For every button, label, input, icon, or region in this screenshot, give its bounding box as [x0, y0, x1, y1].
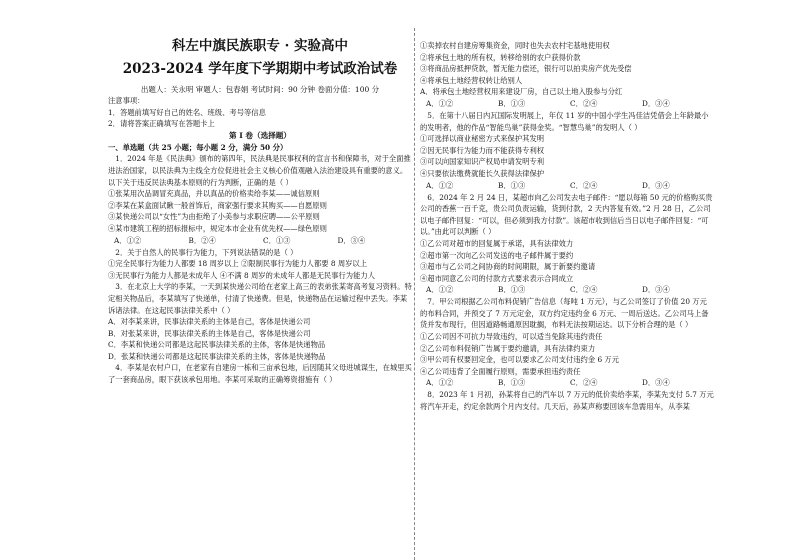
- answer-choice: A．①②: [426, 98, 454, 108]
- answer-choices: [108, 235, 412, 247]
- option-line: ④只要依法缴费就能长久获得法律保护: [420, 168, 545, 178]
- answer-choice: D．③④: [642, 285, 670, 295]
- answer-choice: C．②④: [570, 285, 598, 295]
- option-line: ③可以向国家知识产权局申请发明专利: [420, 157, 545, 167]
- question-stem: 7．甲公司根据乙公司布料促销广告信息（每吨 1 万元），与乙公司签订了价值 20 万元的布料合同，并预交了 7 万元定金，双方约定违约金 6 万元、一周后送达。乙公司马上备货并发布现行，但因道路畅通原因耽搁，布料无法按期运达。以下分析合理的是（ ）: [420, 297, 709, 330]
- option-line: ②乙公司布料促销广告属于要约邀请，具有法律约束力: [420, 343, 596, 353]
- exam-meta: 出题人：关永明 审题人：包春娟 考试时间：90 分钟 卷面分值：100 分: [140, 85, 380, 94]
- answer-choice: B．①③: [498, 285, 526, 295]
- note-item: 2．请将答案正确填写在答题卡上: [108, 119, 215, 129]
- answer-choice: D．③④: [337, 235, 366, 245]
- option-line: ①可选择以商业秘密方式来保护其发明: [420, 134, 545, 144]
- answer-choice: D．③④: [642, 98, 670, 108]
- answer-choice: B．②④: [188, 235, 216, 245]
- school-title: 科左中旗民族职专 · 实验高中: [171, 38, 349, 54]
- answer-choice: C．②④: [570, 180, 598, 190]
- question-stem: 2．关于自然人的民事行为能力，下列说法错误的是（ ）: [115, 247, 298, 257]
- answer-choice: A．①②: [426, 285, 454, 295]
- option-line: ④超市同意乙公司的付款方式要求表示合同成立: [420, 273, 574, 283]
- option-line: ③甲公司有权要回定金，也可以要求乙公司支付违约金 6 万元: [420, 355, 619, 365]
- question-stem: 6．2024 年 2 月 24 日，某超市向乙公司发去电子邮件：“愿以每箱 50 元的价格购买贵公司的香蕉一百千克，贵公司负责运输，货到付款，2 天内答复有效。”2 月 28 日，乙公司以电子邮件回复：“可以，但必须到我方付款”。该超市收到信后当日以电子邮件回复：“可以。”由此可以判断（ ）: [420, 192, 713, 237]
- option-line: ①卖掉农村自建房筹集资金，同时也失去农村宅基地使用权: [420, 41, 610, 50]
- answer-choices: [420, 180, 714, 192]
- section-title: 一、单选题（共 25 小题；每小题 2 分，满分 50 分）: [108, 142, 288, 152]
- left-column: [108, 0, 412, 560]
- left-questions: [108, 153, 412, 385]
- answer-choice: C．②④: [570, 98, 598, 108]
- option-line: A．对李某来讲，民事法律关系的主体是自己，客体是快递公司: [108, 317, 311, 327]
- option-line: ①完全民事行为能力人都要 18 周岁以上 ②限制民事行为能力人都要 8 周岁以上: [108, 259, 368, 269]
- option-line: ②超市第一次向乙公司发送的电子邮件属于要约: [420, 250, 574, 260]
- option-line: B．对张某来讲，民事法律关系的主体是自己，客体是快递公司: [108, 328, 311, 338]
- option-line: ④乙公司违背了全面履行原则，需要承担违约责任: [420, 366, 581, 376]
- option-line: ①乙公司对超市的回复属于承诺，具有法律效力: [420, 238, 574, 248]
- answer-choice: A．①②: [114, 235, 142, 245]
- option-line: ②因无民事行为能力而不能获得专利权: [420, 145, 545, 155]
- right-column: [420, 0, 714, 560]
- answer-choice: D．③④: [642, 378, 670, 388]
- answer-choice: B．①③: [498, 98, 526, 108]
- option-line: ②李某在某盒面试瞅一般首饰后，商家强行要求其购买——自愿原则: [108, 200, 327, 210]
- column-divider: [414, 28, 415, 560]
- option-line: ②将承包土地的所有权，转移给别的农户获得价款: [420, 52, 581, 62]
- answer-choice: D．③④: [642, 180, 670, 190]
- option-line: ③某快递公司以“女性”为由拒绝了小美参与求职应聘——公平原则: [108, 212, 320, 222]
- answer-choice: B．①③: [498, 378, 526, 388]
- question-stem: 1．2024 年是《民法典》颁布的第四年，民法典是民事权利的宣言书和保障书，对于全面推进法治国家，以民法典为主线全方位促进社会主义核心价值观融入法治建设具有重要的意义。以下关于违反民法典基本原则的行为判断，正确的是（ ）: [108, 154, 411, 187]
- answer-choice: C．②④: [570, 378, 598, 388]
- answer-choice: B．①③: [498, 180, 526, 190]
- option-line: C．李某和快递公司都是这起民事法律关系的主体，客体是快递物品: [108, 340, 326, 350]
- question-stem: 3．在北京上大学的李某，一天到某快递公司给在老家上高三的表弟张某寄高考复习资料。特定相关物品后，李某填写了快递单，付清了快递费。但是，快递物品在运输过程中丢失。李某诉诸法律。在这起民事法律关系中（ ）: [108, 282, 412, 315]
- option-line: ③超市与乙公司之间协商的时间期限，属于新要约邀请: [420, 262, 596, 272]
- option-line: ③将商品房抵押贷款，暂无能力偿还，银行可以拍卖房产优先受偿: [420, 64, 632, 74]
- option-line: A．将承包土地经营权用来建设厂房，自己以土地入股参与分红: [420, 87, 623, 97]
- option-line: ④将承包土地经营权转让给别人: [420, 75, 523, 85]
- answer-choice: A．①②: [426, 378, 454, 388]
- question-stem: 5．在第十八届日内瓦国际发明展上，年仅 11 岁的中国小学生冯佳洁凭借会上年龄最小的发明者，他的作品“智能鸟巢”获得金奖。“智慧鸟巢”的发明人（ ）: [420, 110, 709, 132]
- option-line: D．张某和快递公司都是这起民事法律关系的主体，客体是快递物品: [108, 351, 326, 361]
- option-line: ③无民事行为能力人都是未成年人 ④不满 8 周岁的未成年人都是无民事行为能力人: [108, 270, 375, 280]
- notes-title: 注意事项：: [108, 96, 145, 105]
- option-line: ①张某用次品调冒充真品，并以真品的价格卖给李某——诚信原则: [108, 189, 320, 199]
- answer-choice: C．①③: [263, 235, 291, 245]
- question-stem: 4．李某是农村户口，在老家有自建房一栋和三亩承包地，后因随其父母进城谋生，在城里买了一套商品房，眼下获该承包用地。李某可采取的正确筹资措施有（ ）: [108, 363, 412, 385]
- question-stem: 8．2023 年 1 月初，孙某将自己的汽车以 7 万元的低价卖给李某，李某先支付 5.7 万元将汽车开走，约定余款两个月内支付。几天后，孙某声称要回该车急需用车，从李某: [420, 390, 714, 412]
- right-questions: [420, 40, 714, 413]
- note-item: 1．答题前填写好自己的姓名、班级、考号等信息: [108, 107, 266, 117]
- option-line: ①乙公司因不可抗力导致违约，可以适当免除其违约责任: [420, 332, 603, 342]
- answer-choice: A．①②: [426, 180, 454, 190]
- exam-title: 2023-2024 学年度下学期期中考试政治试卷: [122, 61, 398, 77]
- answer-choices: [420, 377, 714, 389]
- answer-choices: [420, 98, 714, 110]
- answer-choices: [420, 284, 714, 296]
- option-line: ④某市建筑工程的招标报标中，规定本市企业有优先权——绿色原则: [108, 223, 327, 233]
- part-title: 第 I 卷（选择题）: [229, 130, 291, 140]
